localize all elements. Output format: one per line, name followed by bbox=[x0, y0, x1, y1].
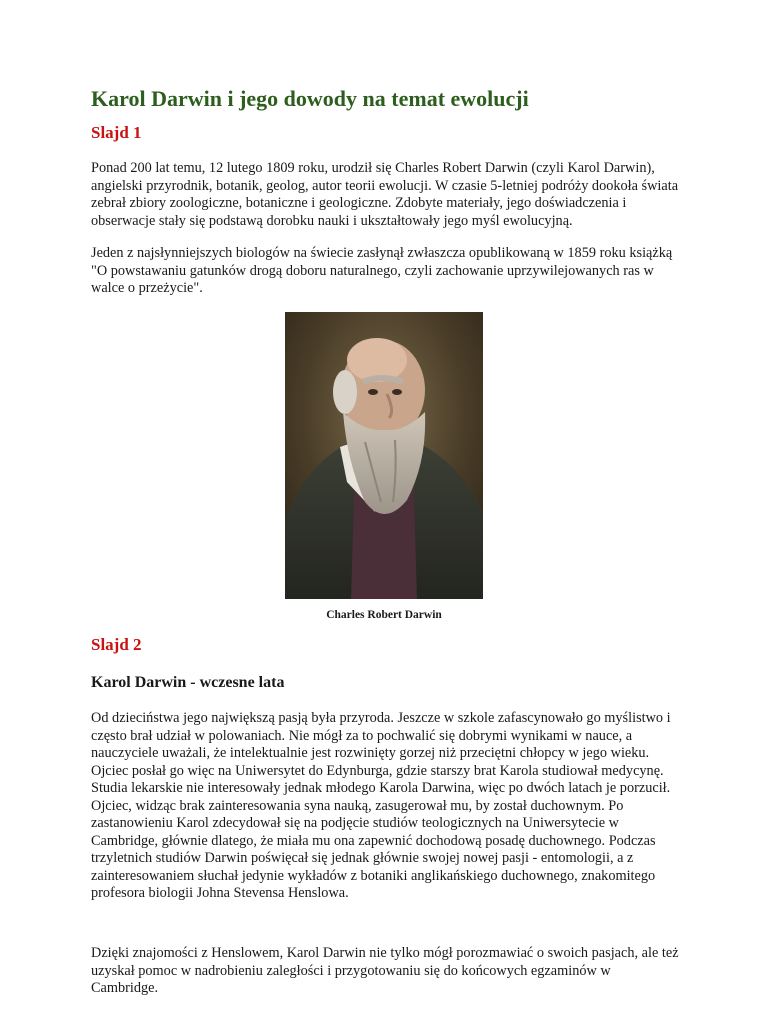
document-title: Karol Darwin i jego dowody na temat ewolucji bbox=[91, 86, 529, 111]
slide-2-paragraph-2: Dzięki znajomości z Henslowem, Karol Darwin nie tylko mógł porozmawiać o swoich pasjach, ale też uzyskał pomoc w nadrobieniu zaległości i przygotowaniu się do końcowych egzaminów w Cambridge. bbox=[91, 945, 679, 996]
section-title-early-years: Karol Darwin - wczesne lata bbox=[91, 674, 285, 691]
slide-2-heading: Slajd 2 bbox=[91, 635, 142, 654]
slide-2-paragraph-1: Od dzieciństwa jego największą pasją była przyroda. Jeszcze w szkole zafascynowało go myślistwo i często brał udział w polowaniach. Nie mógł za to pochwalić się dobrymi wynikami w nauce, a nauczyciele uważali, że intelektualnie jest rozwinięty gorzej niż przeciętni chłopcy w jego wieku. Ojciec posłał go więc na Uniwersytet do Edynburga, gdzie starszy brat Karola studiował medycynę. Studia lekarskie nie interesowały jednak młodego Karola Darwina, więc po dwóch latach je porzucił. Ojciec, widząc brak zainteresowania syna nauką, zasugerował mu, by został duchownym. Po zastanowieniu Karol zdecydował się na podjęcie studiów teologicznych na Uniwersytecie w Cambridge, głównie dlatego, że miała mu ona zapewnić dochodową posadę duchownego. Podczas trzyletnich studiów Darwin poświęcał się jednak głównie swojej nowej pasji - entomologii, a z zainteresowaniem słuchał jedynie wykładów z botaniki anglikańskiego duchownego, znakomitego profesora biologii Johna Stevensa Henslowa. bbox=[91, 710, 671, 901]
image-caption: Charles Robert Darwin bbox=[326, 609, 442, 621]
slide-1-heading: Slajd 1 bbox=[91, 123, 142, 142]
darwin-portrait-image bbox=[285, 312, 483, 599]
slide-1-paragraph-2: Jeden z najsłynniejszych biologów na świecie zasłynął zwłaszcza opublikowaną w 1859 roku książką "O powstawaniu gatunków drogą doboru naturalnego, czyli zachowanie uprzywilejowanych ras w walce o przeżycie". bbox=[91, 245, 673, 296]
slide-1-paragraph: Ponad 200 lat temu, 12 lutego 1809 roku, urodził się Charles Robert Darwin (czyli Karol Darwin), angielski przyrodnik, botanik, geolog, autor teorii ewolucji. W czasie 5-letniej podróży dookoła świata zebrał zbiory zoologiczne, botaniczne i geologiczne. Zdobyte materiały, jego doświadczenia i obserwacje stały się podstawą dorobku nauki i ukształtowały jego myśl ewolucyjną. bbox=[91, 160, 679, 229]
